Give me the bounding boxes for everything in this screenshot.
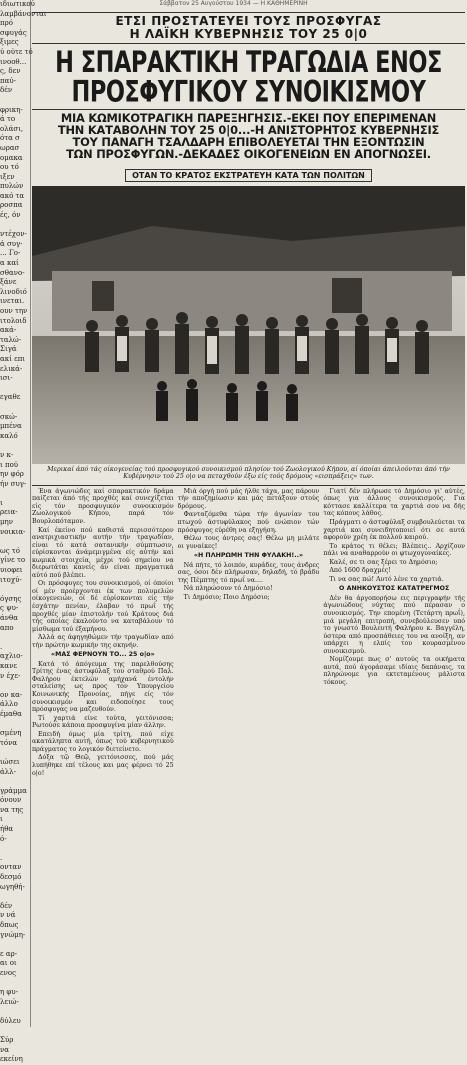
left-column-line: ιδιωτικού	[0, 0, 35, 8]
deck-line: ΤΩΝ ΠΡΟΣΦΥΓΩΝ.-ΔΕΚΑΔΕΣ ΟΙΚΟΓΕΝΕΙΩΝ ΕΝ ΑΠΟΓΝΩΣΕΙ.	[66, 147, 431, 161]
paragraph: Μιά όργή πού μάς ήλθε τάχα, μας πάρουν τήν αποζημίωσιν και μάς πετάξουν στούς δρόμους.	[177, 487, 320, 510]
left-column-line: ι πού	[0, 460, 19, 469]
left-column-line: λαμβάνονται	[0, 9, 47, 18]
left-column-line: ινοοθ...	[0, 57, 27, 66]
paragraph: Από 1600 δραχμές!	[329, 567, 391, 575]
left-column-line: απο	[0, 623, 14, 632]
left-column-line: λινοδιό	[0, 287, 27, 296]
left-column-line: ακό τα	[0, 191, 25, 200]
left-column-line	[0, 96, 30, 106]
left-column-line: κανε	[0, 661, 17, 670]
left-column-line: ως τό	[0, 546, 20, 555]
paragraph: Τι να σας πώ! Αυτό λένε τα χαρτιά.	[329, 575, 444, 583]
left-column-line: ουν την	[0, 307, 28, 315]
kicker-line: ΕΤΣΙ ΠΡΟΣΤΑΤΕΥΕΙ ΤΟΥΣ ΠΡΟΣΦΥΓΑΣ	[115, 14, 382, 28]
left-column-line: ντέχον-	[0, 230, 27, 239]
left-column-line	[0, 489, 30, 499]
left-column-line: γράμμα	[0, 786, 27, 795]
paragraph: Επειδή όμως μία τρίτη, πού είχε ακατάληπτα αυτή, όπως τού κυβερνητικού πράγματος το λογικόν διετείνετο.	[32, 730, 174, 753]
section-heading: «Η ΠΛΗΡΩΜΗ ΤΗΝ ΦΥΛΑΚΗ!..»	[193, 552, 304, 560]
left-column-line: ές, όν	[0, 211, 21, 220]
left-column-line: άλλ-	[0, 767, 16, 776]
left-column-line: μπένα	[0, 422, 22, 431]
left-column-line: καλό	[0, 431, 18, 440]
paragraph: Νομίζουμε πως σ' αυτούς τα οικήματα αυτά, πού άγοράσαμε ιδίαις δαπάναις, τα πληρώνομε για εκτεταμένους μάλιστα τόκους.	[323, 656, 466, 686]
headline	[32, 44, 465, 118]
left-column-line	[0, 221, 30, 231]
left-column-line: ό-	[0, 834, 7, 843]
left-column-line: φρικη-	[0, 105, 23, 114]
paragraph: Το κράτος τι θέλει; Βλέπεις.. Αρχίζουν πάλι να αναθαρρούν οι φτωχογυναίκες.	[323, 542, 466, 558]
left-column-line: ρεια-	[0, 508, 18, 517]
left-column-line: πυλών	[0, 182, 24, 191]
paragraph: Δέν θα άργοπορήσω εις περιγραφήν τής άγωνιώδους νύχτας πού πέρασαν ο συνοικισμός. Την επομένη (Τετάρτη πρωΐ), μιά μεγάλη επιτροπή, συνεβούλευσεν υπό το γνωστό Βουλευτή Φαλήρου κ. Βαγγέλη, ύστερα από προσπάθειες του να ανοίξη, αν υπάρχει η ελπίς του κουρασμένου συνοικισμού.	[323, 594, 466, 655]
masthead-strip: Σάββατον 25 Αυγούστου 1934 — Η ΚΑΘΗΜΕΡΙΝΗ	[159, 0, 308, 7]
left-column-line: ισι-	[0, 374, 13, 383]
kicker	[32, 15, 465, 41]
left-column-line: ελικά-	[0, 364, 23, 373]
left-column-line: εγαθε	[0, 393, 21, 402]
left-column-line: όνουν	[0, 796, 22, 805]
left-column-line: .	[0, 853, 3, 862]
left-column-line: άνθα	[0, 614, 18, 622]
left-column-line: ονταν	[0, 863, 22, 872]
left-column-line: τόνα	[0, 738, 18, 747]
left-column-line: ολάσι,	[0, 124, 24, 133]
left-column-line: δύλευ	[0, 1016, 21, 1025]
paragraph: Άλλά ας άφηγηθώμεν τήν τραγωδίαν από τήν πρώτην κωμικήν της σκηνήν.	[32, 634, 174, 649]
left-column-line	[0, 940, 30, 950]
left-column-line: ωρασ	[0, 143, 20, 152]
kicker-line: Η ΛΑΪΚΗ ΚΥΒΕΡΝΗΣΙΣ ΤΟΥ 25 0|0	[129, 27, 368, 41]
left-column-line: ά συγ-	[0, 239, 23, 248]
left-column-line: να	[0, 1045, 9, 1054]
left-column-line: δέν	[0, 901, 13, 910]
photo-caption: Μερικαί άπό τάς οίκογενείας τού προσφυγικού συνοικισμού πλησίον τού Ζωολογικού Κήπου, αί όποίαι άπειλούνται άπό τήν Κυβέρνησιν τού 25 ο|ο να πεταχθούν έξω είς τούς δρόμους «εισπράξεις» των.	[47, 466, 450, 481]
left-column-line: ήν συγ-	[0, 479, 27, 488]
left-column-fragment	[0, 0, 47, 1064]
left-column-line: σθανο-	[0, 268, 25, 277]
left-column-line: νοικια-	[0, 527, 26, 536]
photo-illustration	[32, 186, 465, 464]
left-column-line	[0, 681, 30, 691]
paragraph: Φανταζόμεθα τώρα τήν άγωνίαν του πτωχού άστυφύλακος πού ενώπιον τών πρόσφυγος εύρέθη να εξηγήση.	[177, 511, 320, 534]
left-column-line: έμαθα	[0, 709, 22, 718]
left-column-line: ά το	[0, 115, 16, 124]
left-column-line	[0, 1007, 30, 1017]
left-column-line: να της	[0, 805, 24, 814]
paragraph: Τι Δημόσιο; Ποιο Δημόσιο;	[183, 593, 270, 601]
article-column-2	[178, 488, 320, 976]
article-column-1	[32, 488, 174, 976]
left-column-line	[0, 844, 30, 854]
left-column-line: ν κ-	[0, 450, 14, 459]
left-column-line: ενος	[0, 968, 17, 977]
paragraph: Γιατί δέν πλήρωσε τό Δημόσιο γι' αύτές, όπως για άλλους συνοικισμούς. Για κόττασε καλλίτερα τα χαρτιά σου να δής τας κόπους λάθος.	[323, 487, 466, 518]
left-column-line: ιώσει	[0, 757, 20, 766]
deck-line: ΜΙΑ ΚΩΜΙΚΟΤΡΑΓΙΚΗ ΠΑΡΕΞΗΓΗΣΙΣ.-ΕΚΕΙ ΠΟΥ ΕΠΕΡΙΜΕΝΑΝ	[60, 111, 437, 125]
left-column-line: δπως	[0, 921, 19, 929]
section-heading: Ο ΑΝΗΚΟΥΣΤΟΣ ΚΑΤΑΤΡΕΓΜΟΣ	[339, 585, 450, 593]
left-column-line: ην φόρ	[0, 470, 24, 479]
left-column-line	[0, 720, 30, 730]
left-column-line	[0, 777, 30, 787]
left-column-line: γνώμη-	[0, 930, 26, 939]
left-column-line	[0, 979, 30, 989]
paragraph: Θέλω τους άντρες σας! Θέλω μη μιλάτε οι γυναίκες!	[177, 535, 320, 550]
left-column-line	[0, 748, 30, 758]
left-column-line: Σύρ	[0, 1036, 14, 1045]
left-column-line: ακί επι	[0, 354, 26, 363]
rule	[32, 12, 465, 13]
left-column-line: ότα σ	[0, 134, 20, 143]
left-column-line: ε αρ-	[0, 949, 18, 958]
paragraph: Κατά τό άπόγευμα της παρελθούσης Τρίτης ένας άστυφύλαξ του σταθμού Παλ. Φαλήρου έκτελών αμήχανά έντολήν σταλείσης ως προς τον Υπουργείου Κοινωνικής Προνοίας, πήγε είς τόν συνοικισμόν και ειδοποίησε τους πρόσφυγας να μαζευθούν.	[32, 660, 174, 714]
paragraph: Νά πληρώσουν τό Δημόσιο!	[183, 585, 273, 593]
paragraph: Καί έκείνο πού καθιστά περισσότερον ανατριχιαστικήν αυτήν τήν τραγωδίαν, είναι τό κατά σατανικήν σύμπτωσιν, εύρίσκονται άνάμεμιγμένα είς αύτήν καί κωμικά στοιχεία, μέχρι τού σημείου να διερωτάται κανείς άν είναι πραγματικά αύτό πού βλέπει.	[32, 526, 174, 579]
subhead: ΟΤΑΝ ΤΟ ΚΡΑΤΟΣ ΕΚΣΤΡΑΤΕΥΗ ΚΑΤΑ ΤΩΝ ΠΟΛΙΤΩΝ	[125, 169, 372, 182]
left-column-line	[0, 441, 30, 451]
left-column-line: ωγηθή-	[0, 882, 25, 891]
left-column-line	[0, 537, 30, 547]
deck-line: ΤΗΝ ΚΑΤΑΒΟΛΗΝ ΤΟΥ 25 0|0...-Η ΑΝΙΣΤΟΡΗΤΟΣ ΚΥΒΕΡΝΗΣΙΣ	[57, 123, 440, 137]
left-column-line: α καί	[0, 259, 19, 268]
left-column-line: ς, δεν	[0, 67, 21, 76]
left-column-line: ύ ούτε τό	[0, 47, 33, 56]
headline-line: Η ΣΠΑΡΑΚΤΙΚΗ ΤΡΑΓΩΔΙΑ ΕΝΟΣ	[55, 44, 442, 79]
left-column-line: ομακα	[0, 153, 23, 162]
left-column-line: πρό	[0, 19, 13, 28]
left-column-line: ι	[0, 498, 3, 507]
paragraph: Δόξα τῷ Θεῷ, γειτόνισσες, πού μάς λυπήθηκε επί τέλους και μας φέρνει τό 25 ο|ο!	[32, 754, 174, 777]
subhead-box	[32, 163, 465, 182]
left-column-line: ον κα-	[0, 690, 23, 699]
left-column-line: δέν	[0, 86, 13, 95]
left-column-line: η φυ-	[0, 988, 18, 997]
left-column-line: ι	[0, 815, 3, 824]
left-column-line: ιτοχύ-	[0, 575, 22, 584]
left-column-line	[0, 585, 30, 595]
left-column-line	[0, 892, 30, 902]
left-column-line: σφυγάς	[0, 28, 27, 37]
left-column-line: ινεται.	[0, 297, 25, 306]
left-column-line: ακά-	[0, 326, 17, 335]
left-column-line: ς ψυ-	[0, 604, 19, 613]
deck	[32, 112, 465, 160]
left-column-line: Σιγά	[0, 345, 17, 354]
left-column-line: ιτολοιδ	[0, 316, 27, 325]
left-column-line	[0, 384, 30, 394]
left-column-line: υιοφει	[0, 566, 23, 575]
left-column-line: όγσης	[0, 594, 22, 603]
paragraph: Ένα άγωνιώδες καί σπαρακτικόν δράμα παίζεται άπό τής προχθές καί συνεχίζεται είς τόν προσφυγικόν συνοικισμόν Ζωολογικού Κήπου, παρά τόν Βουρλοπόταμον.	[32, 487, 174, 525]
paragraph: Καλέ, σε τι σας ξέρει το Δημόσιο;	[329, 558, 438, 566]
left-column-line: ροσπα	[0, 201, 23, 210]
left-column-line: γίνε το	[0, 556, 26, 565]
refugee-families-photo	[32, 186, 465, 464]
section-heading: «ΜΑΣ ΦΕΡΝΟΥΝ ΤΟ... 25 ο|ο»	[51, 651, 155, 659]
headline-line: ΠΡΟΣΦΥΓΙΚΟΥ ΣΥΝΟΙΚΙΣΜΟΥ	[71, 74, 426, 109]
left-column-line: δεσμό	[0, 873, 22, 882]
left-column-line: σκώ-	[0, 412, 18, 421]
left-column-line: άλλο	[0, 700, 18, 709]
left-column-line: ήθα	[0, 825, 14, 834]
left-column-line: εκείνη	[0, 1055, 23, 1064]
left-column-line	[0, 1027, 30, 1037]
left-column-line: ... Γο-	[0, 249, 21, 258]
left-column-line: ν νά	[0, 911, 16, 920]
left-column-line: ν έχε-	[0, 671, 21, 680]
paragraph: Πράγματι ο άστυφύλαξ συμβουλεύεται τα χαρτιά και συνειδητοποιεί ότι σε αυτά αφορούν χρέη έκ πολλού καιρού.	[323, 519, 466, 542]
left-column-line: ξάνε	[0, 278, 17, 287]
deck-line: ΤΟΥ ΠΑΝΑΓΗ ΤΣΑΛΔΑΡΗ ΕΠΙΒΟΛΕΥΕΤΑΙ ΤΗΝ ΕΞΟΝΤΩΣΙΝ	[72, 135, 425, 149]
article-column-3	[323, 488, 465, 976]
article	[32, 10, 465, 976]
left-column-line: ιξεν	[0, 172, 15, 181]
paragraph: Τί χαρτιά είνε τούτα, γειτόνισσα; Ρωτούσε κάποια προσφυγίνα μίαν άλλην.	[32, 714, 174, 730]
left-column-line: λειώ-	[0, 997, 19, 1006]
left-column-line: ξιμες	[0, 38, 19, 47]
left-column-line: μην	[0, 518, 13, 527]
left-column-line: αι οι	[0, 959, 17, 968]
rule	[32, 485, 465, 486]
paragraph: Οι πρόσφυγες του συνοικισμού, οί όποίοι οί μέν προέρχονται έκ των πολυμελών οίκογενειών, οί δέ εύρίσκονται είς τήν έσχάτην πενίαν, έλαβαν τό πρωΐ τής προχθές μίαν έπιστολήν τού Κράτους διά τής οποίας έκαλούντο να καταβάλουν τό μίσθωμα τού έξαμήνου.	[32, 580, 174, 633]
left-column-line: αχλιο-	[0, 652, 23, 661]
left-column-line: παύ-	[0, 76, 16, 85]
left-column-line: ταλώ-	[0, 335, 22, 344]
article-columns	[32, 488, 465, 976]
left-column-line	[0, 403, 30, 413]
left-column-line	[0, 633, 30, 643]
left-column-line: σμένη	[0, 729, 22, 738]
left-column-line: ου τό	[0, 163, 19, 172]
left-column-line: .	[0, 642, 3, 651]
paragraph: Νά πήτε, τό λοιπόν, κυράδες, τους άνδρες σας, όσοι δέν πλήρωσαν, δηλαδή, τό βράδυ της Πέμπτης τό πρωΐ να....	[177, 561, 320, 584]
